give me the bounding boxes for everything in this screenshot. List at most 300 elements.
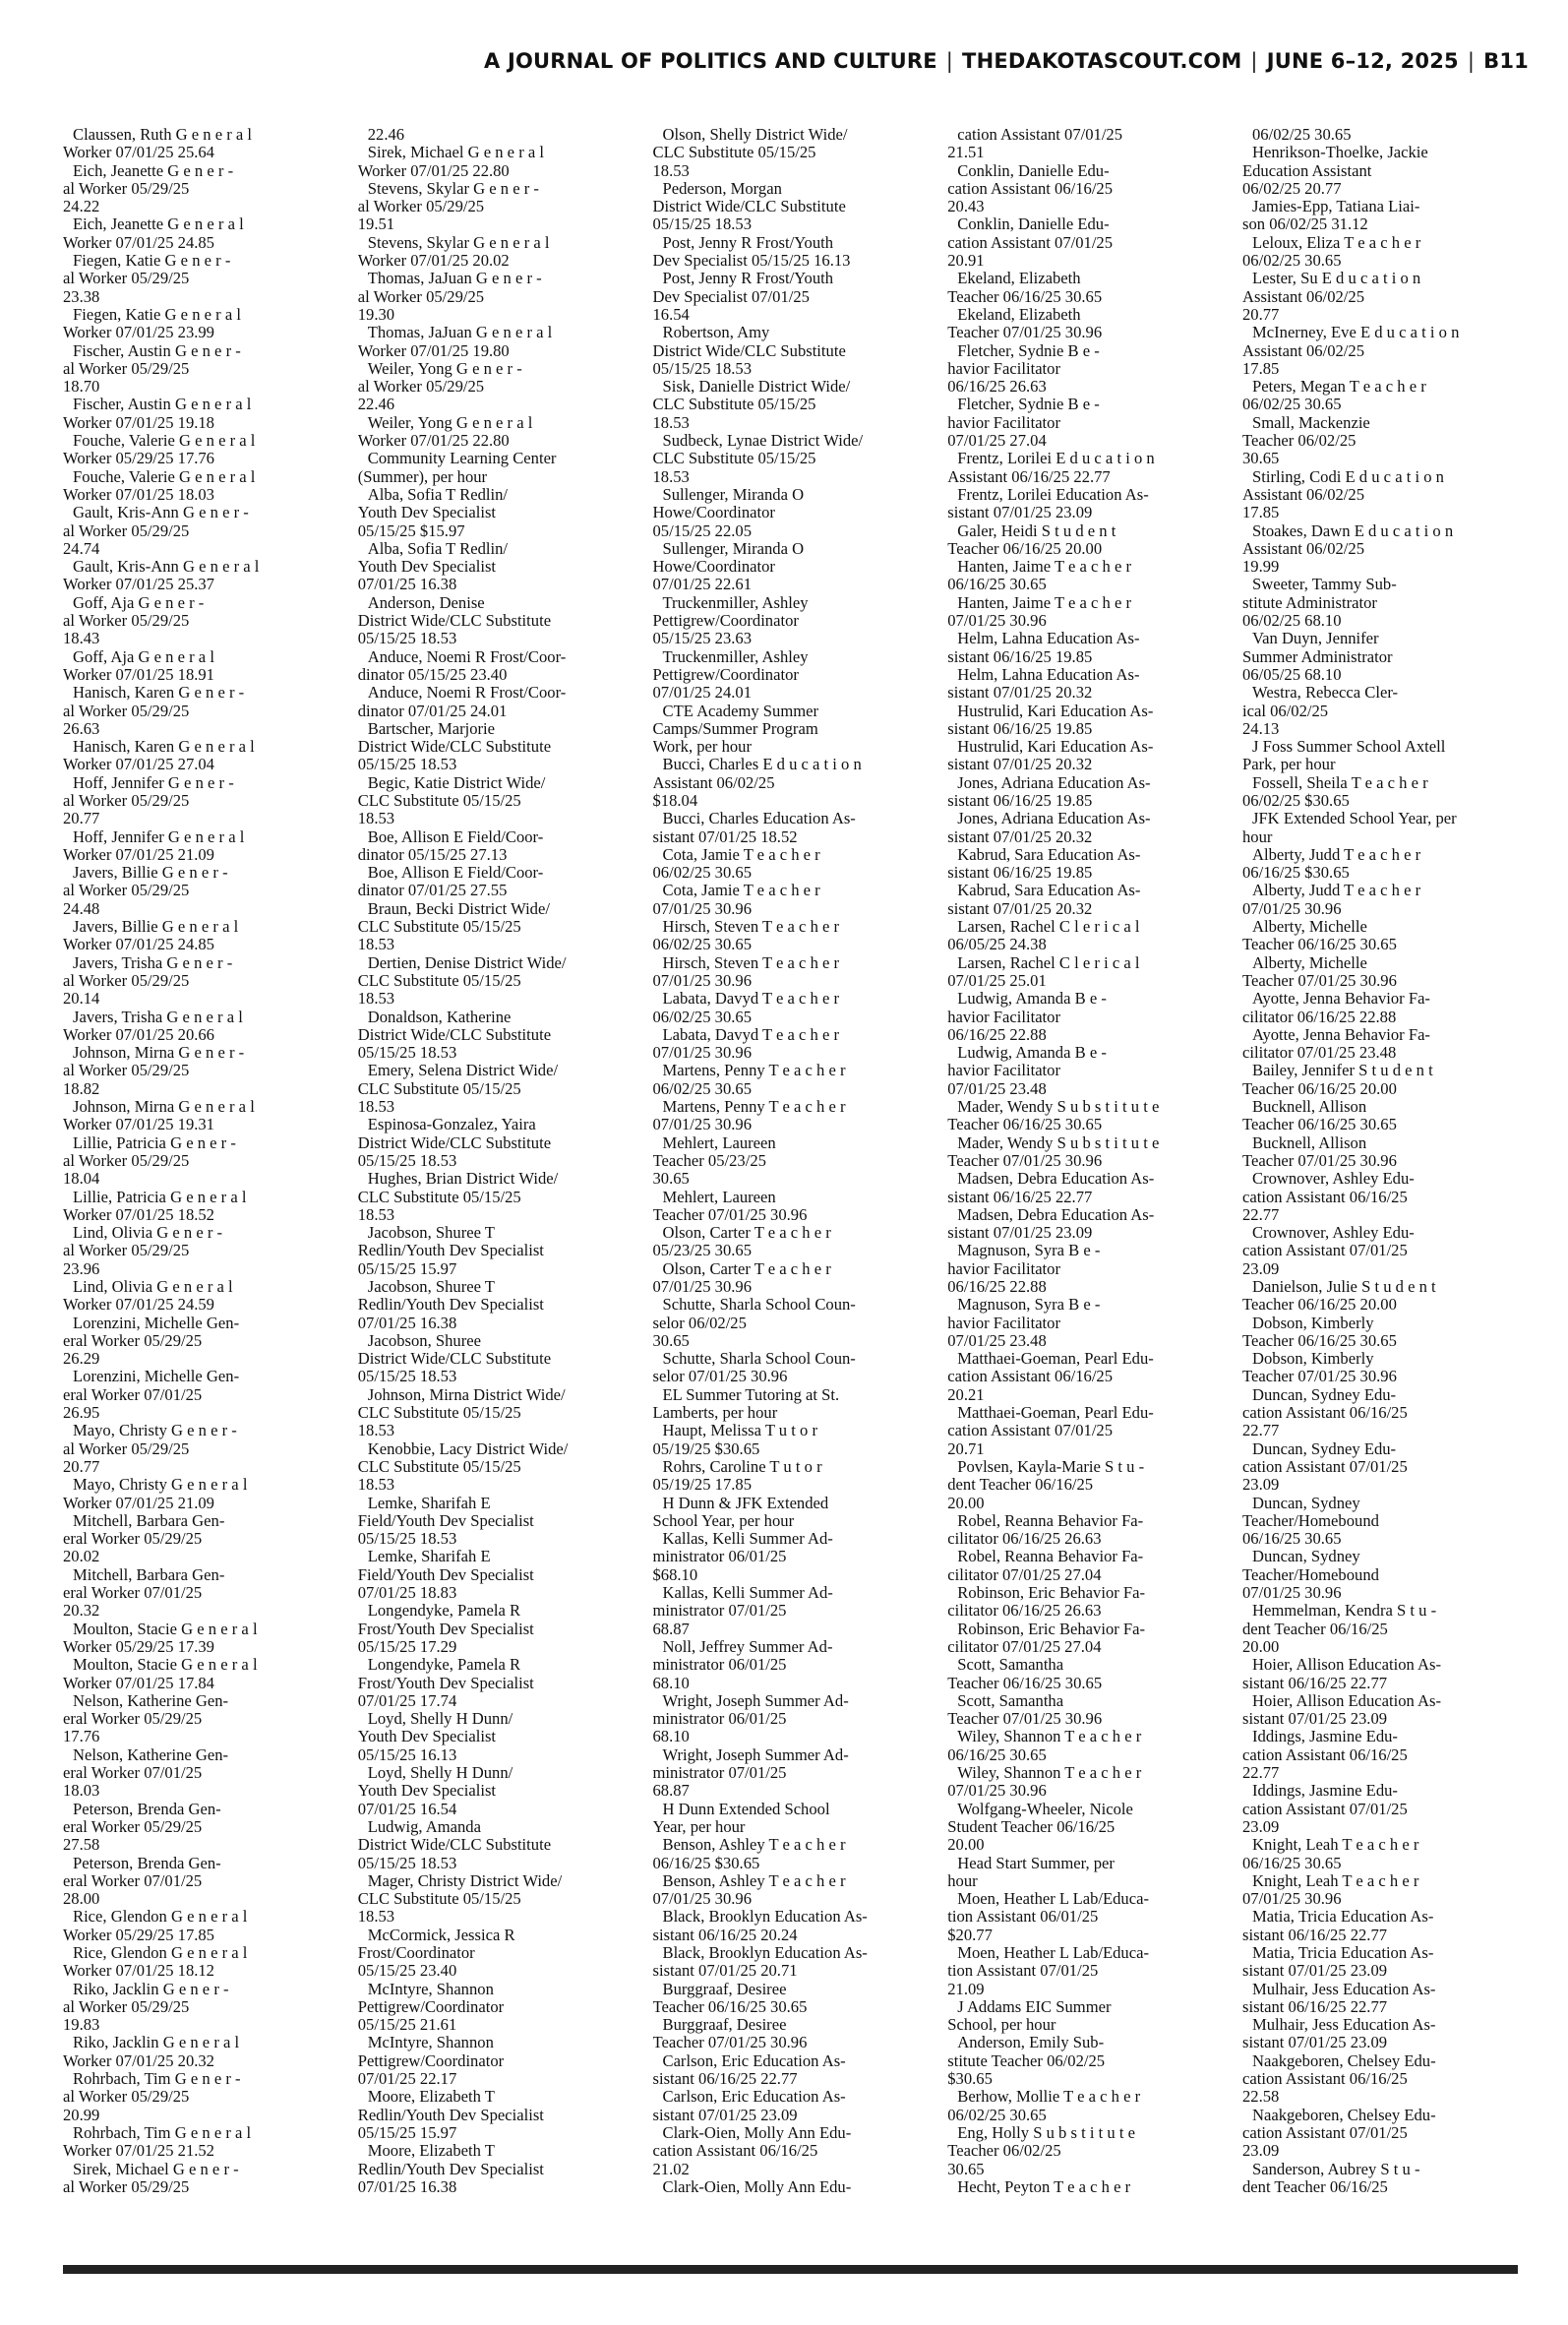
listing-entry	[358, 1495, 633, 1549]
entry-line: al Worker 05/29/25	[63, 1062, 190, 1080]
entry-line: 05/15/25 $15.97	[357, 521, 465, 540]
page-number: B11	[1483, 49, 1529, 73]
entry-line: Truckenmiller, Ashley	[662, 647, 809, 666]
entry-line: 05/19/25 17.85	[652, 1476, 752, 1495]
listing-entry	[63, 468, 338, 505]
entry-line: sistant 06/16/25 22.77	[1242, 1997, 1388, 2016]
listing-entry	[947, 774, 1223, 811]
entry-line: Hoff, Jennifer G e n e r -	[73, 773, 234, 792]
listing-entry	[358, 1656, 633, 1710]
entry-line: Frost/Youth Dev Specialist	[357, 1674, 534, 1692]
entry-line: Assistant 06/02/25	[1242, 287, 1364, 306]
entry-line: District Wide/CLC Substitute	[357, 1133, 552, 1152]
entry-line: CLC Substitute 05/15/25	[652, 396, 816, 414]
entry-line: ministrator 06/01/25	[652, 1656, 787, 1675]
entry-line: Bucci, Charles E d u c a t i o n	[662, 756, 862, 774]
listing-entry	[947, 396, 1223, 450]
entry-line: Year, per hour	[652, 1817, 746, 1836]
entry-line: McIntyre, Shannon	[367, 2034, 494, 2052]
listing-entry	[653, 882, 929, 918]
listing-entry	[947, 1998, 1223, 2035]
entry-line: (Summer), per hour	[357, 467, 488, 486]
entry-line: 07/01/25 22.17	[357, 2070, 457, 2089]
entry-line: Iddings, Jasmine Edu-	[1252, 1782, 1398, 1801]
entry-line: cation Assistant 07/01/25	[1242, 1800, 1408, 1818]
entry-line: Worker 07/01/25 21.09	[63, 845, 214, 864]
listing-entry	[653, 810, 929, 846]
entry-line: McInerney, Eve E d u c a t i o n	[1252, 324, 1460, 342]
entry-line: Bailey, Jennifer S t u d e n t	[1252, 1062, 1433, 1080]
entry-line: 06/02/25 68.10	[1242, 612, 1342, 631]
entry-line: Scott, Samantha	[957, 1691, 1064, 1710]
entry-line: Pederson, Morgan	[662, 179, 782, 198]
entry-line: 24.74	[63, 539, 100, 558]
entry-line: EL Summer Tutoring at St.	[662, 1385, 840, 1404]
entry-line: 05/15/25 18.53	[357, 756, 457, 774]
entry-line: Bucknell, Allison	[1252, 1098, 1367, 1117]
listing-entry	[358, 1386, 633, 1440]
entry-line: Robinson, Eric Behavior Fa-	[957, 1620, 1146, 1638]
entry-line: Teacher 07/01/25 30.96	[947, 324, 1103, 342]
entry-line: Teacher 06/16/25 30.65	[947, 1116, 1103, 1134]
entry-line: Wolfgang-Wheeler, Nicole	[957, 1800, 1133, 1818]
entry-line: 19.99	[1242, 558, 1280, 577]
listing-entry	[358, 1818, 633, 1872]
listing-entry	[1242, 684, 1518, 738]
entry-line: Stoakes, Dawn E d u c a t i o n	[1252, 521, 1454, 540]
entry-line: 06/02/25 30.65	[652, 1008, 752, 1026]
listing-entry	[653, 1296, 929, 1350]
listing-entry	[63, 252, 338, 306]
entry-line: al Worker 05/29/25	[357, 378, 485, 397]
listing-entry	[1242, 522, 1518, 577]
listing-entry	[63, 306, 338, 342]
entry-line: sistant 07/01/25 20.32	[947, 827, 1093, 846]
entry-line: 07/01/25 30.96	[652, 1890, 752, 1909]
entry-line: 07/01/25 25.01	[947, 971, 1047, 990]
entry-line: Eich, Jeanette G e n e r a l	[73, 215, 244, 234]
entry-line: Dobson, Kimberly	[1252, 1314, 1374, 1332]
listing-entry	[63, 504, 338, 558]
listing-entry	[63, 1855, 338, 1909]
entry-line: 06/16/25 30.65	[1242, 1854, 1342, 1872]
entry-line: cilitator 07/01/25 27.04	[947, 1637, 1102, 1656]
listing-entry	[63, 162, 338, 216]
entry-line: al Worker 05/29/25	[63, 702, 190, 720]
entry-line: dent Teacher 06/16/25	[1242, 1620, 1388, 1638]
entry-line: $20.77	[947, 1926, 993, 1944]
entry-line: Loyd, Shelly H Dunn/	[367, 1764, 513, 1783]
entry-line: Jones, Adriana Education As-	[957, 810, 1151, 828]
entry-line: al Worker 05/29/25	[357, 287, 485, 306]
entry-line: Peterson, Brenda Gen-	[73, 1800, 221, 1818]
entry-line: Eich, Jeanette G e n e r -	[73, 161, 234, 180]
entry-line: Redlin/Youth Dev Specialist	[357, 2106, 544, 2124]
entry-line: Worker 07/01/25 20.32	[63, 2051, 214, 2070]
entry-line: ministrator 07/01/25	[652, 1764, 787, 1783]
listing-entry	[1242, 378, 1518, 414]
entry-line: 05/15/25 16.13	[357, 1745, 457, 1764]
entry-line: Knight, Leah T e a c h e r	[1252, 1871, 1419, 1890]
listing-entry	[1242, 738, 1518, 774]
entry-line: dinator 07/01/25 27.55	[357, 882, 508, 900]
entry-line: son 06/02/25 31.12	[1242, 215, 1368, 234]
entry-line: cilitator 06/16/25 26.63	[947, 1602, 1102, 1621]
listing-entry	[653, 270, 929, 324]
entry-line: Worker 07/01/25 21.52	[63, 2142, 214, 2161]
entry-line: Moulton, Stacie G e n e r a l	[73, 1620, 258, 1638]
entry-line: Teacher/Homebound	[1242, 1511, 1379, 1530]
listing-entry	[1242, 1692, 1518, 1729]
entry-line: Rice, Glendon G e n e r a l	[73, 1943, 248, 1962]
entry-line: 23.09	[1242, 2142, 1280, 2161]
listing-entry	[653, 756, 929, 810]
entry-line: Teacher 07/01/25 30.96	[947, 1151, 1103, 1170]
entry-line: al Worker 05/29/25	[63, 359, 190, 378]
listing-entry	[1242, 1656, 1518, 1692]
listing-entry	[947, 1764, 1223, 1801]
entry-line: Youth Dev Specialist	[357, 1728, 497, 1746]
listing-entry	[1242, 990, 1518, 1026]
listing-entry	[358, 1116, 633, 1170]
entry-line: ical 06/02/25	[1242, 702, 1329, 720]
entry-line: Jamies-Epp, Tatiana Liai-	[1252, 198, 1420, 216]
entry-line: Alberty, Judd T e a c h e r	[1252, 882, 1421, 900]
entry-line: cilitator 07/01/25 27.04	[947, 1565, 1102, 1584]
entry-line: Thomas, JaJuan G e n e r a l	[367, 324, 553, 342]
entry-line: Fischer, Austin G e n e r -	[73, 341, 241, 360]
listing-entry	[947, 1404, 1223, 1458]
entry-line: 06/02/25 30.65	[1252, 126, 1352, 144]
entry-line: Moore, Elizabeth T	[367, 2142, 495, 2161]
entry-line: Fiegen, Katie G e n e r a l	[73, 305, 241, 324]
listing-entry	[1242, 1062, 1518, 1098]
entry-line: Stevens, Skylar G e n e r -	[367, 179, 539, 198]
entry-line: Moen, Heather L Lab/Educa-	[957, 1890, 1149, 1909]
entry-line: CLC Substitute 05/15/25	[357, 971, 521, 990]
entry-line: Ludwig, Amanda	[367, 1817, 481, 1836]
entry-line: eral Worker 07/01/25	[63, 1584, 203, 1603]
entry-line: CLC Substitute 05/15/25	[357, 918, 521, 937]
listing-entry	[947, 162, 1223, 216]
listing-entry	[1242, 234, 1518, 271]
entry-line: 05/15/25 23.63	[652, 630, 752, 648]
listing-entry	[63, 1656, 338, 1692]
entry-line: Dobson, Kimberly	[1252, 1350, 1374, 1369]
masthead-separator: |	[1250, 49, 1258, 73]
entry-line: 24.13	[1242, 719, 1280, 738]
entry-line: havior Facilitator	[947, 413, 1060, 432]
entry-line: Donaldson, Katherine	[367, 1008, 512, 1026]
entry-line: al Worker 05/29/25	[63, 882, 190, 900]
entry-line: Frentz, Lorilei Education As-	[957, 485, 1149, 504]
listing-entry	[653, 1530, 929, 1584]
entry-line: Burggraaf, Desiree	[662, 2016, 787, 2035]
entry-line: Fouche, Valerie G e n e r a l	[73, 467, 256, 486]
entry-line: Ludwig, Amanda B e -	[957, 1044, 1107, 1063]
entry-line: Black, Brooklyn Education As-	[662, 1943, 868, 1962]
entry-line: 23.09	[1242, 1259, 1280, 1278]
entry-line: Thomas, JaJuan G e n e r -	[367, 270, 542, 288]
listing-entry	[1242, 1224, 1518, 1278]
entry-line: Mitchell, Barbara Gen-	[73, 1511, 225, 1530]
entry-line: 18.53	[357, 1908, 395, 1927]
listing-entry	[63, 1621, 338, 1657]
entry-line: Dertien, Denise District Wide/	[367, 953, 567, 972]
entry-line: Lillie, Patricia G e n e r a l	[73, 1188, 247, 1206]
entry-line: 18.53	[652, 161, 690, 180]
entry-line: sistant 06/16/25 19.85	[947, 864, 1093, 883]
entry-line: District Wide/CLC Substitute	[357, 1350, 552, 1369]
entry-line: cation Assistant 06/16/25	[652, 2142, 818, 2161]
entry-line: Lind, Olivia G e n e r -	[73, 1224, 223, 1243]
entry-line: 07/01/25 23.48	[947, 1331, 1047, 1350]
entry-line: cation Assistant 06/16/25	[947, 179, 1114, 198]
entry-line: Haupt, Melissa T u t o r	[662, 1422, 817, 1440]
entry-line: cation Assistant 07/01/25	[957, 126, 1123, 144]
entry-line: eral Worker 07/01/25	[63, 1871, 203, 1890]
entry-line: Hoff, Jennifer G e n e r a l	[73, 827, 245, 846]
entry-line: Redlin/Youth Dev Specialist	[357, 2160, 544, 2178]
entry-line: Mehlert, Laureen	[662, 1188, 776, 1206]
entry-line: Pettigrew/Coordinator	[652, 665, 799, 684]
entry-line: Fischer, Austin G e n e r a l	[73, 396, 252, 414]
listing-entry	[653, 1944, 929, 1981]
entry-line: Van Duyn, Jennifer	[1252, 630, 1379, 648]
entry-line: Worker 07/01/25 17.84	[63, 1674, 214, 1692]
listing-entry	[63, 1908, 338, 1944]
entry-line: ministrator 07/01/25	[652, 1602, 787, 1621]
entry-line: Braun, Becki District Wide/	[367, 899, 550, 918]
entry-line: Mader, Wendy S u b s t i t u t e	[957, 1098, 1160, 1117]
entry-line: cation Assistant 06/16/25	[1242, 1745, 1408, 1764]
entry-line: Boe, Allison E Field/Coor-	[367, 864, 544, 883]
entry-line: 07/01/25 16.54	[357, 1800, 457, 1818]
entry-line: havior Facilitator	[947, 1008, 1060, 1026]
entry-line: cation Assistant 06/16/25	[1242, 1188, 1408, 1206]
entry-line: Hanten, Jaime T e a c h e r	[957, 558, 1132, 577]
listing-entry	[63, 1512, 338, 1566]
entry-line: Cota, Jamie T e a c h e r	[662, 882, 820, 900]
entry-line: 07/01/25 24.01	[652, 684, 752, 703]
entry-line: Larsen, Rachel C l e r i c a l	[957, 918, 1140, 937]
listing-entry	[63, 594, 338, 648]
entry-line: Teacher 07/01/25 30.96	[1242, 1151, 1397, 1170]
listing-entry	[63, 1189, 338, 1225]
listing-entry	[947, 1692, 1223, 1729]
entry-line: 05/15/25 15.97	[357, 1259, 457, 1278]
entry-line: Ludwig, Amanda B e -	[957, 990, 1107, 1009]
entry-line: 22.46	[357, 396, 395, 414]
entry-line: Matia, Tricia Education As-	[1252, 1908, 1434, 1927]
listing-entry	[358, 1548, 633, 1602]
entry-line: Teacher 07/01/25 30.96	[1242, 1368, 1397, 1386]
entry-line: Danielson, Julie S t u d e n t	[1252, 1278, 1436, 1296]
entry-line: Hirsch, Steven T e a c h e r	[662, 953, 840, 972]
listing-entry	[1242, 2016, 1518, 2052]
entry-line: sistant 06/16/25 19.85	[947, 791, 1093, 810]
entry-line: Small, Mackenzie	[1252, 413, 1370, 432]
listing-entry	[653, 1098, 929, 1134]
listing-entry	[653, 918, 929, 954]
entry-line: Hustrulid, Kari Education As-	[957, 702, 1154, 720]
entry-line: Teacher 06/16/25 30.65	[1242, 1116, 1397, 1134]
entry-line: 05/15/25 18.53	[357, 1151, 457, 1170]
listing-entry	[1242, 954, 1518, 991]
listing-entry	[63, 1981, 338, 2035]
entry-line: Park, per hour	[1242, 756, 1336, 774]
listing-entry	[358, 540, 633, 594]
entry-line: al Worker 05/29/25	[63, 521, 190, 540]
entry-line: J Addams EIC Summer	[957, 1997, 1112, 2016]
listing-entry	[358, 594, 633, 648]
entry-line: 20.99	[63, 2106, 100, 2124]
entry-line: Pettigrew/Coordinator	[652, 612, 799, 631]
listing-entry	[358, 864, 633, 900]
entry-line: sistant 06/16/25 22.77	[947, 1188, 1093, 1206]
entry-line: Olson, Carter T e a c h e r	[662, 1259, 831, 1278]
entry-line: Henrikson-Thoelke, Jackie	[1252, 144, 1428, 162]
listing-entry	[358, 1764, 633, 1818]
listing-entry	[947, 846, 1223, 883]
listing-entry	[653, 378, 929, 432]
entry-line: 16.54	[652, 305, 690, 324]
entry-line: al Worker 05/29/25	[63, 1242, 190, 1260]
entry-line: 21.02	[652, 2160, 690, 2178]
entry-line: Benson, Ashley T e a c h e r	[662, 1836, 846, 1855]
entry-line: 20.32	[63, 1602, 100, 1621]
entry-line: 07/01/25 30.96	[652, 1278, 752, 1296]
entry-line: cation Assistant 06/16/25	[1242, 2070, 1408, 2089]
entry-line: Youth Dev Specialist	[357, 558, 497, 577]
listing-entry	[947, 990, 1223, 1044]
entry-line: Wiley, Shannon T e a c h e r	[957, 1728, 1142, 1746]
listing-entry	[358, 774, 633, 828]
entry-line: 27.58	[63, 1836, 100, 1855]
listing-entry	[1242, 810, 1518, 846]
listing-entry	[947, 1548, 1223, 1584]
entry-line: Worker 05/29/25 17.39	[63, 1637, 214, 1656]
listing-entry	[358, 684, 633, 720]
listing-entry	[947, 703, 1223, 739]
entry-line: tion Assistant 07/01/25	[947, 1962, 1099, 1981]
entry-line: al Worker 05/29/25	[63, 612, 190, 631]
entry-line: Worker 07/01/25 21.09	[63, 1494, 214, 1512]
entry-line: Alberty, Judd T e a c h e r	[1252, 845, 1421, 864]
entry-line: District Wide/CLC Substitute	[357, 738, 552, 757]
listing-entry	[653, 594, 929, 648]
entry-line: Lind, Olivia G e n e r a l	[73, 1278, 233, 1296]
entry-line: Worker 07/01/25 25.37	[63, 576, 214, 594]
entry-line: hour	[947, 1871, 978, 1890]
entry-line: 07/01/25 16.38	[357, 576, 457, 594]
entry-line: Alberty, Michelle	[1252, 953, 1367, 972]
entry-line: Carlson, Eric Education As-	[662, 2051, 846, 2070]
entry-line: Howe/Coordinator	[652, 558, 775, 577]
entry-line: Hoier, Allison Education As-	[1252, 1656, 1441, 1675]
listing-entry	[63, 1134, 338, 1189]
listing-entry	[947, 558, 1223, 594]
listing-entry	[1242, 2161, 1518, 2197]
entry-line: Wiley, Shannon T e a c h e r	[957, 1764, 1142, 1783]
listing-entry	[653, 703, 929, 757]
listing-entry	[1242, 1908, 1518, 1944]
entry-line: Hirsch, Steven T e a c h e r	[662, 918, 840, 937]
entry-line: Peters, Megan T e a c h e r	[1252, 378, 1426, 397]
entry-line: sistant 07/01/25 20.32	[947, 684, 1093, 703]
entry-line: 06/05/25 24.38	[947, 936, 1047, 954]
entry-line: CLC Substitute 05/15/25	[652, 144, 816, 162]
entry-line: sistant 07/01/25 23.09	[947, 504, 1093, 522]
entry-line: 07/01/25 30.96	[652, 1044, 752, 1063]
entry-line: Povlsen, Kayla-Marie S t u -	[957, 1457, 1145, 1476]
entry-line: Anduce, Noemi R Frost/Coor-	[367, 684, 567, 703]
listing-entry	[947, 522, 1223, 559]
listing-entry	[653, 1981, 929, 2017]
entry-line: 05/19/25 $30.65	[652, 1439, 760, 1458]
entry-line: 18.70	[63, 378, 100, 397]
listing-entry	[358, 234, 633, 271]
entry-line: Duncan, Sydney Edu-	[1252, 1439, 1397, 1458]
entry-line: sistant 07/01/25 18.52	[652, 827, 798, 846]
listing-entry	[947, 1170, 1223, 1206]
entry-line: Anduce, Noemi R Frost/Coor-	[367, 647, 567, 666]
listing-entry	[1242, 1836, 1518, 1872]
listing-entry	[947, 810, 1223, 846]
entry-line: CLC Substitute 05/15/25	[357, 1079, 521, 1098]
listing-entry	[653, 540, 929, 594]
entry-line: 17.76	[63, 1728, 100, 1746]
entry-line: 06/02/25 30.65	[1242, 252, 1342, 271]
entry-line: Javers, Billie G e n e r a l	[73, 918, 239, 937]
listing-entry	[1242, 1170, 1518, 1224]
entry-line: Truckenmiller, Ashley	[662, 593, 809, 612]
entry-line: 26.95	[63, 1404, 100, 1423]
entry-line: 18.03	[63, 1782, 100, 1801]
listing-entry	[63, 738, 338, 774]
entry-line: 05/15/25 18.53	[357, 1044, 457, 1063]
listing-entry	[1242, 1495, 1518, 1549]
entry-line: Assistant 06/02/25	[1242, 539, 1364, 558]
entry-line: CLC Substitute 05/15/25	[652, 450, 816, 468]
entry-line: Naakgeboren, Chelsey Edu-	[1252, 2106, 1436, 2124]
entry-line: 18.53	[357, 1476, 395, 1495]
entry-line: 21.09	[947, 1980, 985, 1998]
listing-entry	[653, 1638, 929, 1692]
entry-line: dent Teacher 06/16/25	[1242, 2177, 1388, 2196]
entry-line: ministrator 06/01/25	[652, 1548, 787, 1566]
entry-line: Conklin, Danielle Edu-	[957, 161, 1110, 180]
entry-line: 07/01/25 30.96	[652, 1116, 752, 1134]
entry-line: Howe/Coordinator	[652, 504, 775, 522]
entry-line: Pettigrew/Coordinator	[357, 1997, 505, 2016]
listing-entry	[63, 918, 338, 954]
entry-line: Dev Specialist 07/01/25	[652, 287, 810, 306]
listing-entry	[1242, 1440, 1518, 1495]
listing-entry	[63, 1422, 338, 1476]
entry-line: Javers, Billie G e n e r -	[73, 864, 228, 883]
entry-line: Robel, Reanna Behavior Fa-	[957, 1548, 1144, 1566]
entry-line: al Worker 05/29/25	[357, 198, 485, 216]
entry-line: Assistant 06/02/25	[1242, 341, 1364, 360]
entry-line: Frost/Coordinator	[357, 1943, 475, 1962]
listing-entry	[653, 2124, 929, 2178]
entry-line: Ayotte, Jenna Behavior Fa-	[1252, 1025, 1430, 1044]
entry-line: Magnuson, Syra B e -	[957, 1296, 1101, 1315]
entry-line: cilitator 07/01/25 23.48	[1242, 1044, 1397, 1063]
entry-line: District Wide/CLC Substitute	[652, 341, 846, 360]
entry-line: Sweeter, Tammy Sub-	[1252, 576, 1397, 594]
